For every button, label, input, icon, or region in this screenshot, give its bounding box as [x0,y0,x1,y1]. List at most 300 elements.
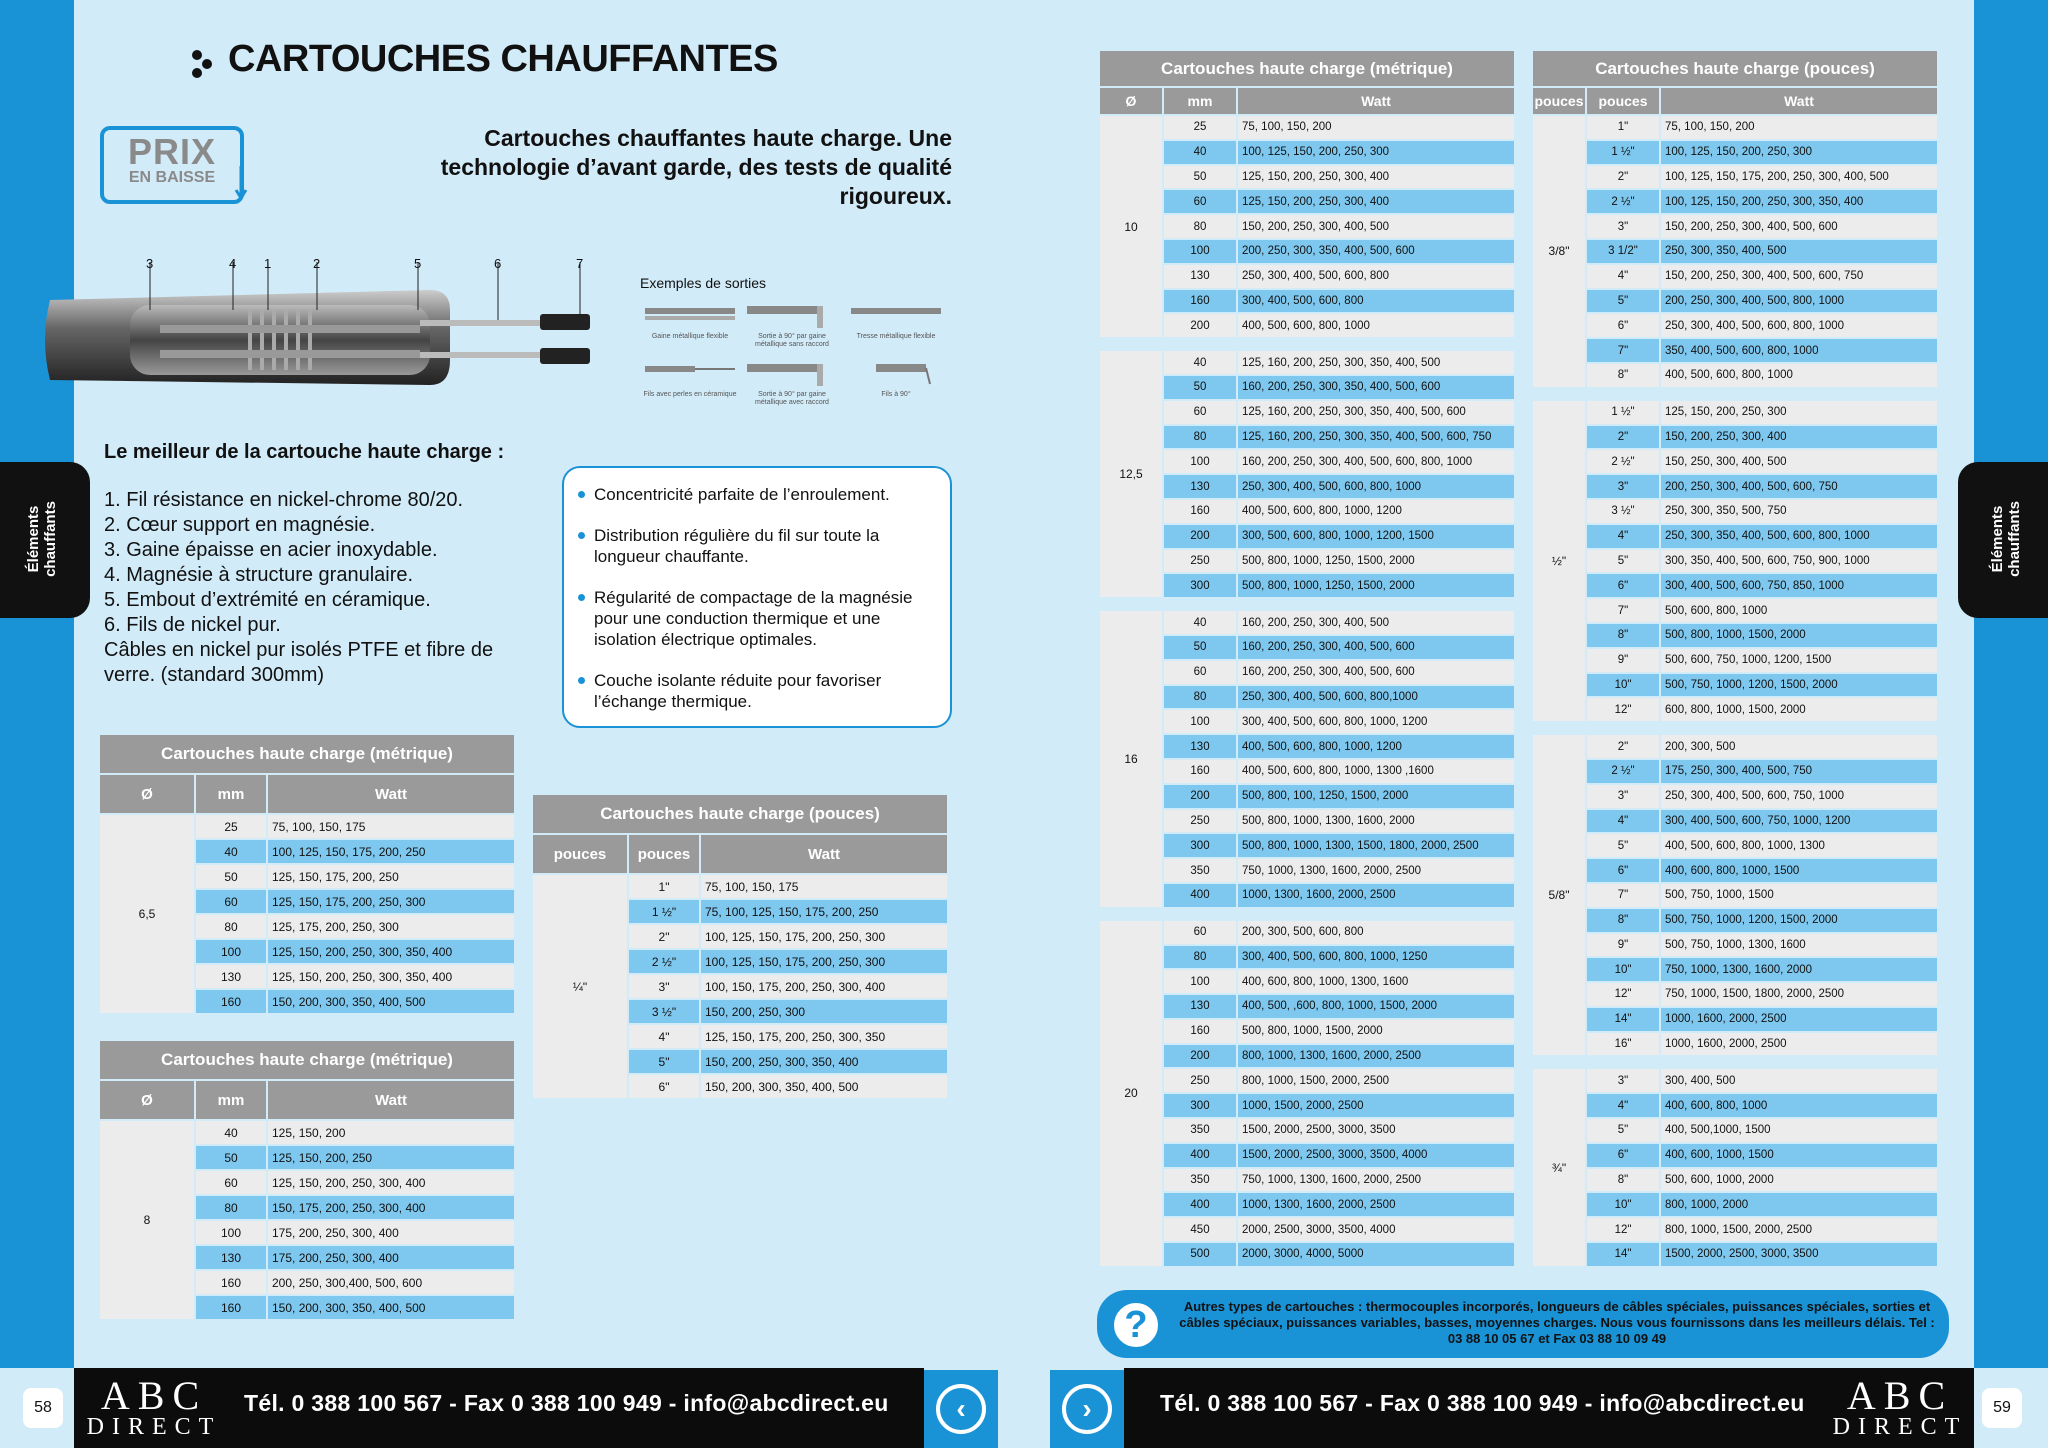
diameter-cell: ¼" [532,874,628,1099]
length-cell: 80 [1163,425,1237,450]
watt-cell: 75, 100, 125, 150, 175, 200, 250 [700,899,948,924]
watt-cell: 500, 750, 1000, 1300, 1600 [1660,933,1938,958]
flexible-sheath-icon [640,300,740,328]
length-cell: 200 [1163,1044,1237,1069]
chevron-left-icon: ‹ [936,1384,986,1434]
watt-cell: 400, 500,1000, 1500 [1660,1118,1938,1143]
column-header: Watt [267,1080,515,1120]
watt-cell: 400, 500, 600, 800, 1000, 1300 [1660,833,1938,858]
table-row [1532,289,1938,314]
page-gutter [1010,0,1038,1368]
length-cell: 2 ½" [628,949,700,974]
table-row [1532,1242,1938,1267]
table-caption: Cartouches haute charge (métrique) [99,1040,515,1080]
table-caption: Cartouches haute charge (pouces) [1532,50,1938,87]
length-cell: 1 ½" [628,899,700,924]
length-cell: 5" [1586,1118,1660,1143]
length-cell: 5" [628,1049,700,1074]
length-cell: 50 [195,1145,267,1170]
angled-wires-icon [846,358,946,386]
length-cell: 130 [1163,994,1237,1019]
watt-cell: 2000, 2500, 3000, 3500, 4000 [1237,1217,1515,1242]
watt-cell: 125, 150, 200 [267,1120,515,1145]
table-row [1532,189,1938,214]
watt-cell: 400, 500, 600, 800, 1000, 1200 [1237,499,1515,524]
length-cell: 130 [195,964,267,989]
table-row [1532,784,1938,809]
length-cell: 200 [1163,313,1237,338]
watt-cell: 750, 1000, 1300, 1600, 2000, 2500 [1237,858,1515,883]
side-tab-right [1958,462,2048,618]
watt-cell: 1500, 2000, 2500, 3000, 3500 [1660,1242,1938,1267]
length-cell: 25 [195,814,267,839]
arrow-down-icon [234,166,248,202]
watt-cell: 300, 400, 500, 600, 800, 1000, 1250 [1237,945,1515,970]
length-cell: 6" [1586,313,1660,338]
watt-cell: 125, 175, 200, 250, 300 [267,914,515,939]
length-cell: 130 [1163,264,1237,289]
watt-cell: 200, 300, 500 [1660,734,1938,759]
length-cell: 4" [1586,1093,1660,1118]
length-cell: 2 ½" [1586,449,1660,474]
length-cell: 60 [195,889,267,914]
table-row [1532,573,1938,598]
bullet-dots-icon [192,50,216,80]
length-cell: 1" [1586,115,1660,140]
length-cell: 3" [628,974,700,999]
table-row [1532,833,1938,858]
length-cell: 10" [1586,957,1660,982]
table-row [1532,499,1938,524]
length-cell: 10" [1586,1192,1660,1217]
watt-cell: 400, 500, 600, 800, 1000 [1660,363,1938,388]
table-row [1532,524,1938,549]
abc-direct-logo: ABC DIRECT [1832,1373,1968,1440]
watt-cell: 125, 160, 200, 250, 300, 350, 400, 500 [1237,350,1515,375]
watt-cell: 150, 200, 250, 300, 400 [1660,425,1938,450]
watt-cell: 300, 400, 500, 600, 800, 1000, 1200 [1237,709,1515,734]
watt-cell: 300, 400, 500, 600, 750, 850, 1000 [1660,573,1938,598]
watt-cell: 800, 1000, 1500, 2000, 2500 [1660,1217,1938,1242]
length-cell: 60 [195,1170,267,1195]
table-caption: Cartouches haute charge (métrique) [1099,50,1515,87]
contact-info: Tél. 0 388 100 567 - Fax 0 388 100 949 - info@abcdirect.eu [1160,1390,1805,1416]
watt-cell: 300, 400, 500, 600, 750, 1000, 1200 [1660,809,1938,834]
watt-cell: 160, 200, 250, 300, 400, 500, 600 [1237,660,1515,685]
length-cell: 9" [1586,648,1660,673]
watt-cell: 250, 300, 350, 500, 750 [1660,499,1938,524]
advantage-item: Couche isolante réduite pour favoriser l’échange thermique. [578,670,936,712]
length-cell: 160 [1163,499,1237,524]
watt-cell: 160, 200, 250, 300, 400, 500 [1237,610,1515,635]
watt-cell: 1000, 1300, 1600, 2000, 2500 [1237,883,1515,908]
length-cell: 1" [628,874,700,899]
length-cell: 3" [1586,214,1660,239]
length-cell: 50 [1163,165,1237,190]
watt-cell: 75, 100, 150, 200 [1237,115,1515,140]
table-row [1099,350,1515,375]
left-side-band [0,0,74,1368]
watt-cell: 150, 200, 250, 300, 400, 500, 600 [1660,214,1938,239]
features-title: Le meilleur de la cartouche haute charge : [104,441,505,463]
length-cell: 250 [1163,549,1237,574]
watt-cell: 125, 150, 175, 200, 250 [267,864,515,889]
table-row [1532,425,1938,450]
table-row [1532,809,1938,834]
length-cell: 8" [1586,623,1660,648]
length-cell: 160 [195,1270,267,1295]
watt-cell: 200, 250, 300, 400, 500, 800, 1000 [1660,289,1938,314]
watt-cell: 400, 500, 600, 800, 1000, 1200 [1237,734,1515,759]
length-cell: 100 [1163,239,1237,264]
table-row [1099,115,1515,140]
price-drop-badge [100,126,244,204]
length-cell: 350 [1163,1168,1237,1193]
example-90-sheath-fitting: Sortie à 90° par gaine métallique avec raccord [742,358,842,407]
watt-cell: 75, 100, 150, 175 [267,814,515,839]
watt-cell: 350, 400, 500, 600, 800, 1000 [1660,338,1938,363]
watt-cell: 500, 800, 1000, 1300, 1500, 1800, 2000, 2500 [1237,833,1515,858]
features-list [104,488,534,688]
watt-cell: 400, 500, ,600, 800, 1000, 1500, 2000 [1237,994,1515,1019]
watt-cell: 500, 750, 1000, 1200, 1500, 2000 [1660,908,1938,933]
length-cell: 40 [195,1120,267,1145]
column-header: pouces [532,834,628,874]
watt-cell: 750, 1000, 1500, 1800, 2000, 2500 [1660,982,1938,1007]
table-row [1532,598,1938,623]
table-row [1532,673,1938,698]
feature-item: 6. Fils de nickel pur. [104,614,281,636]
length-cell: 8" [1586,908,1660,933]
length-cell: 250 [1163,809,1237,834]
badge-line2: EN BAISSE [128,169,216,186]
watt-cell: 300, 400, 500 [1660,1068,1938,1093]
advantage-item: Régularité de compactage de la magnésie pour une conduction thermique et une isolation électrique optimales. [578,587,936,650]
watt-cell: 250, 300, 400, 500, 600, 800, 1000 [1660,313,1938,338]
watt-cell: 75, 100, 150, 200 [1660,115,1938,140]
length-cell: 160 [195,1295,267,1320]
column-header: pouces [1532,87,1586,115]
length-cell: 7" [1586,338,1660,363]
watt-cell: 125, 150, 200, 250, 300, 400 [267,1170,515,1195]
column-header: Ø [99,1080,195,1120]
watt-cell: 400, 600, 1000, 1500 [1660,1143,1938,1168]
length-cell: 4" [1586,264,1660,289]
length-cell: 8" [1586,1168,1660,1193]
length-cell: 14" [1586,1242,1660,1267]
length-cell: 300 [1163,1093,1237,1118]
watt-cell: 500, 800, 1000, 1250, 1500, 2000 [1237,573,1515,598]
watt-cell: 100, 125, 150, 175, 200, 250 [267,839,515,864]
length-cell: 6" [628,1074,700,1099]
watt-cell: 160, 200, 250, 300, 350, 400, 500, 600 [1237,375,1515,400]
diameter-cell: 3/8" [1532,115,1586,388]
watt-cell: 100, 125, 150, 175, 200, 250, 300, 400, 500 [1660,165,1938,190]
length-cell: 160 [1163,759,1237,784]
angled-sheath-icon [742,300,842,328]
watt-cell: 100, 125, 150, 175, 200, 250, 300 [700,924,948,949]
diameter-cell: 16 [1099,610,1163,908]
watt-cell: 150, 250, 300, 400, 500 [1660,449,1938,474]
length-cell: 80 [1163,685,1237,710]
table-row [1099,920,1515,945]
watt-cell: 150, 200, 300, 350, 400, 500 [267,1295,515,1320]
feature-item: 3. Gaine épaisse en acier inoxydable. [104,539,438,561]
watt-cell: 150, 200, 300, 350, 400, 500 [267,989,515,1014]
diameter-cell: 5/8" [1532,734,1586,1056]
table-row [1532,400,1938,425]
table-row [532,874,948,899]
length-cell: 5" [1586,549,1660,574]
length-cell: 350 [1163,1118,1237,1143]
diameter-cell: ½" [1532,400,1586,722]
length-cell: 40 [1163,610,1237,635]
table-row [1532,239,1938,264]
watt-cell: 175, 200, 250, 300, 400 [267,1220,515,1245]
length-cell: 300 [1163,573,1237,598]
watt-cell: 100, 125, 150, 175, 200, 250, 300 [700,949,948,974]
side-tab-left [0,462,90,618]
column-header: mm [195,1080,267,1120]
data-table [99,1040,515,1320]
watt-cell: 200, 300, 500, 600, 800 [1237,920,1515,945]
diagram-number: 3 [146,256,154,271]
side-tab-label: Éléments chauffants [25,501,59,577]
watt-cell: 500, 800, 1000, 1500, 2000 [1237,1019,1515,1044]
watt-cell: 500, 600, 750, 1000, 1200, 1500 [1660,648,1938,673]
watt-cell: 500, 600, 1000, 2000 [1660,1168,1938,1193]
watt-cell: 500, 750, 1000, 1200, 1500, 2000 [1660,673,1938,698]
braid-icon [846,300,946,328]
length-cell: 6" [1586,858,1660,883]
length-cell: 40 [195,839,267,864]
watt-cell: 1000, 1300, 1600, 2000, 2500 [1237,1192,1515,1217]
length-cell: 1 ½" [1586,400,1660,425]
length-cell: 50 [195,864,267,889]
page-number-left: 58 [23,1388,63,1428]
length-cell: 2 ½" [1586,189,1660,214]
length-cell: 5" [1586,833,1660,858]
watt-cell: 125, 160, 200, 250, 300, 350, 400, 500, 600 [1237,400,1515,425]
length-cell: 500 [1163,1242,1237,1267]
badge-line1: PRIX [127,131,217,172]
table-row [1532,697,1938,722]
watt-cell: 750, 1000, 1300, 1600, 2000, 2500 [1237,1168,1515,1193]
watt-cell: 200, 250, 300,400, 500, 600 [267,1270,515,1295]
length-cell: 100 [1163,709,1237,734]
watt-cell: 150, 200, 300, 350, 400, 500 [700,1074,948,1099]
watt-cell: 1000, 1600, 2000, 2500 [1660,1032,1938,1057]
length-cell: 250 [1163,1068,1237,1093]
table-caption: Cartouches haute charge (pouces) [532,794,948,834]
diagram-number: 1 [264,256,272,271]
table-row [1532,957,1938,982]
column-header: Watt [1237,87,1515,115]
length-cell: 2" [1586,165,1660,190]
length-cell: 400 [1163,1143,1237,1168]
table-row [1532,1093,1938,1118]
right-side-band [1974,0,2048,1368]
watt-cell: 200, 250, 300, 350, 400, 500, 600 [1237,239,1515,264]
length-cell: 200 [1163,784,1237,809]
length-cell: 3" [1586,784,1660,809]
length-cell: 7" [1586,883,1660,908]
diameter-cell: 20 [1099,920,1163,1267]
length-cell: 6" [1586,1143,1660,1168]
example-90-wires: Fils à 90° [846,358,946,399]
watt-cell: 125, 160, 200, 250, 300, 350, 400, 500, 600, 750 [1237,425,1515,450]
table-row [1532,363,1938,388]
advantages-box [562,466,952,728]
watt-cell: 125, 150, 200, 250, 300, 350, 400 [267,939,515,964]
length-cell: 3" [1586,1068,1660,1093]
length-cell: 14" [1586,1007,1660,1032]
diameter-cell: 8 [99,1120,195,1320]
watt-cell: 160, 200, 250, 300, 400, 500, 600 [1237,635,1515,660]
column-header: Watt [267,774,515,814]
length-cell: 100 [195,939,267,964]
watt-cell: 100, 125, 150, 200, 250, 300 [1660,140,1938,165]
advantage-item: Distribution régulière du fil sur toute la longueur chauffante. [578,525,936,567]
watt-cell: 250, 300, 400, 500, 600, 800 [1237,264,1515,289]
watt-cell: 175, 250, 300, 400, 500, 750 [1660,759,1938,784]
length-cell: 300 [1163,833,1237,858]
table-row [1099,610,1515,635]
table-row [1532,549,1938,574]
watt-cell: 500, 800, 1000, 1250, 1500, 2000 [1237,549,1515,574]
length-cell: 60 [1163,400,1237,425]
page-number-right: 59 [1982,1388,2022,1428]
length-cell: 80 [1163,214,1237,239]
table-row [1532,449,1938,474]
watt-cell: 75, 100, 150, 175 [700,874,948,899]
length-cell: 3 ½" [628,999,700,1024]
length-cell: 50 [1163,635,1237,660]
length-cell: 2" [628,924,700,949]
example-ceramic-beads: Fils avec perles en céramique [640,358,740,399]
watt-cell: 150, 200, 250, 300, 400, 500 [1237,214,1515,239]
angled-fitting-icon [742,358,842,386]
length-cell: 160 [195,989,267,1014]
length-cell: 450 [1163,1217,1237,1242]
length-cell: 60 [1163,660,1237,685]
table-row [1532,338,1938,363]
diagram-number: 4 [229,256,237,271]
watt-cell: 175, 200, 250, 300, 400 [267,1245,515,1270]
watt-cell: 250, 300, 400, 500, 600, 800, 1000 [1237,474,1515,499]
diagram-number: 2 [313,256,321,271]
watt-cell: 1500, 2000, 2500, 3000, 3500, 4000 [1237,1143,1515,1168]
table-row [1532,982,1938,1007]
length-cell: 80 [195,914,267,939]
watt-cell: 150, 175, 200, 250, 300, 400 [267,1195,515,1220]
length-cell: 7" [1586,598,1660,623]
table-row [1532,214,1938,239]
column-header: Watt [1660,87,1938,115]
watt-cell: 800, 1000, 1500, 2000, 2500 [1237,1068,1515,1093]
watt-cell: 125, 150, 200, 250, 300, 400 [1237,165,1515,190]
length-cell: 200 [1163,524,1237,549]
next-page-button[interactable] [1050,1370,1124,1448]
length-cell: 2" [1586,425,1660,450]
watt-cell: 800, 1000, 2000 [1660,1192,1938,1217]
table-row [1532,908,1938,933]
length-cell: 3 ½" [1586,499,1660,524]
table-row [1532,623,1938,648]
info-note-text: Autres types de cartouches : thermocouples incorporés, longueurs de câbles spéciales, puissances spéciales, sorties et câbles spéciaux, puissances variables, basses, moyennes charges. Nous vous fournissons dans les meilleurs délais. Tel : 03 88 10 05 67 et Fax 03 88 10 09 49 [1179,1299,1935,1346]
length-cell: 1 ½" [1586,140,1660,165]
watt-cell: 1000, 1500, 2000, 2500 [1237,1093,1515,1118]
length-cell: 4" [1586,524,1660,549]
column-header: pouces [1586,87,1660,115]
length-cell: 2 ½" [1586,759,1660,784]
side-tab-label: Éléments chauffants [1989,501,2023,577]
length-cell: 160 [1163,289,1237,314]
watt-cell: 150, 200, 250, 300 [700,999,948,1024]
info-note [1097,1290,1949,1358]
table-row [1532,883,1938,908]
length-cell: 2" [1586,734,1660,759]
table-row [1532,1143,1938,1168]
length-cell: 100 [1163,449,1237,474]
table-row [1532,1032,1938,1057]
table-row [1532,1007,1938,1032]
watt-cell: 300, 400, 500, 600, 800 [1237,289,1515,314]
length-cell: 12" [1586,697,1660,722]
table-row [1532,115,1938,140]
example-braid: Tresse métallique flexible [846,300,946,341]
table-row [99,1120,515,1145]
watt-cell: 150, 200, 250, 300, 350, 400 [700,1049,948,1074]
column-header: Ø [99,774,195,814]
length-cell: 40 [1163,140,1237,165]
length-cell: 50 [1163,375,1237,400]
length-cell: 5" [1586,289,1660,314]
prev-page-button[interactable] [924,1370,998,1448]
ceramic-beads-icon [640,358,740,386]
watt-cell: 300, 350, 400, 500, 600, 750, 900, 1000 [1660,549,1938,574]
column-header: mm [1163,87,1237,115]
watt-cell: 500, 800, 1000, 1500, 2000 [1660,623,1938,648]
table-row [1532,734,1938,759]
length-cell: 60 [1163,189,1237,214]
watt-cell: 250, 300, 400, 500, 600, 800,1000 [1237,685,1515,710]
table-row [99,814,515,839]
length-cell: 130 [195,1245,267,1270]
length-cell: 12" [1586,982,1660,1007]
table-row [1532,313,1938,338]
example-flexible-sheath: Gaine métallique flexible [640,300,740,341]
watt-cell: 160, 200, 250, 300, 400, 500, 600, 800, 1000 [1237,449,1515,474]
length-cell: 80 [1163,945,1237,970]
page-title: CARTOUCHES CHAUFFANTES [228,38,778,80]
feature-item: 4. Magnésie à structure granulaire. [104,564,414,586]
length-cell: 100 [195,1220,267,1245]
diameter-cell: ¾" [1532,1068,1586,1266]
column-header: Watt [700,834,948,874]
length-cell: 400 [1163,883,1237,908]
length-cell: 130 [1163,734,1237,759]
watt-cell: 100, 150, 175, 200, 250, 300, 400 [700,974,948,999]
watt-cell: 125, 150, 200, 250, 300, 400 [1237,189,1515,214]
length-cell: 12" [1586,1217,1660,1242]
length-cell: 60 [1163,920,1237,945]
length-cell: 25 [1163,115,1237,140]
table-row [1532,264,1938,289]
watt-cell: 250, 300, 400, 500, 600, 750, 1000 [1660,784,1938,809]
length-cell: 40 [1163,350,1237,375]
table-row [1532,759,1938,784]
